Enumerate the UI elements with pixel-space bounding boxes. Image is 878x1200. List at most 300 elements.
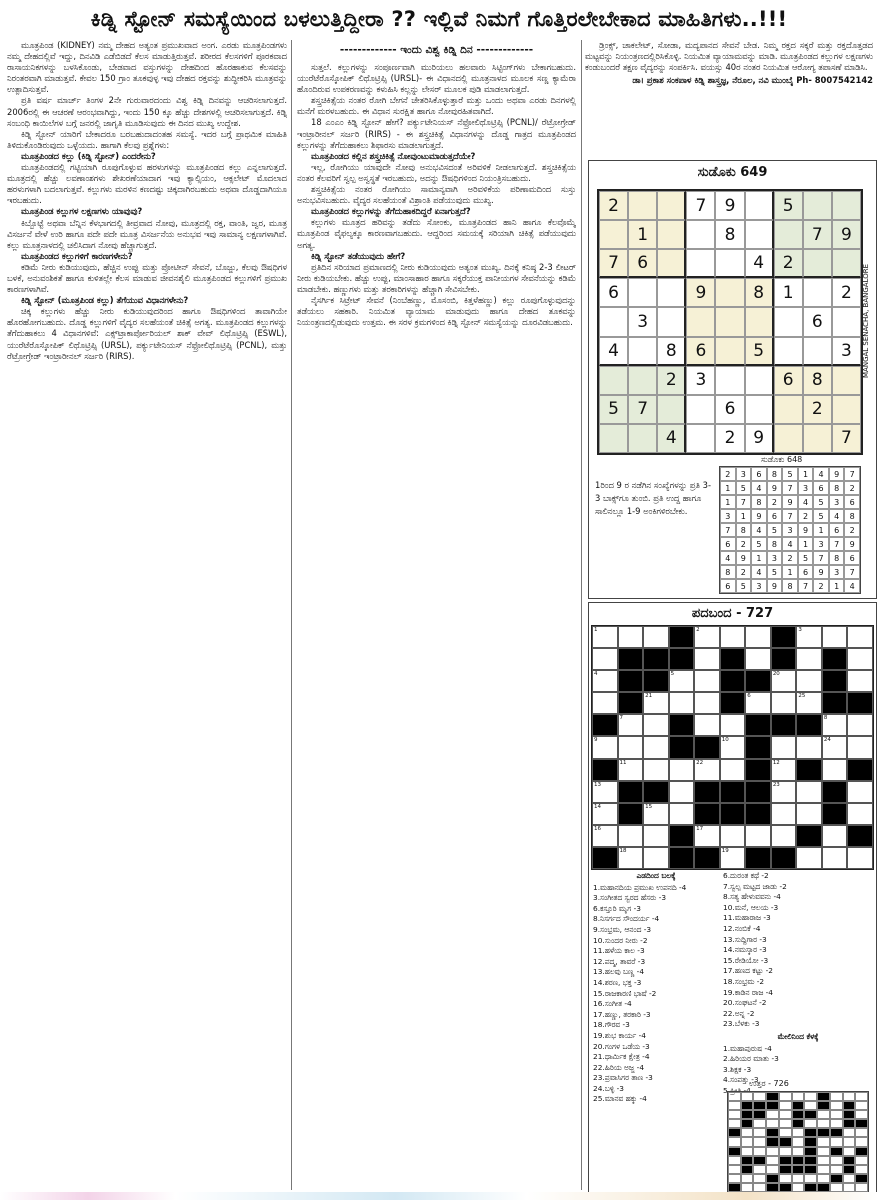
crossword-cell (822, 714, 848, 736)
sudoku-solution-cell: 9 (829, 467, 845, 481)
crossword-block (822, 670, 848, 692)
clue-continued: 18.ಸಂಭ್ರಮ -2 (723, 976, 765, 986)
crossword-answer-cell (753, 1128, 766, 1137)
crossword-cell (592, 803, 618, 825)
crossword-answer-cell (779, 1101, 792, 1110)
sudoku-cell (745, 395, 774, 424)
crossword-block (618, 670, 644, 692)
crossword-cell (745, 692, 771, 714)
sudoku-cell (715, 307, 744, 336)
crossword-answer-cell (728, 1092, 741, 1101)
sudoku-solution-cell: 3 (798, 481, 814, 495)
crossword-cell (796, 803, 822, 825)
sudoku-solution-cell: 7 (798, 579, 814, 593)
sudoku-cell (657, 191, 686, 220)
crossword-clue-number: 21 (645, 693, 653, 700)
sudoku-solution-cell: 4 (751, 565, 767, 579)
crossword-clue-number: 14 (594, 803, 601, 810)
sudoku-cell: 7 (803, 220, 832, 249)
crossword-cell (771, 781, 797, 803)
crossword-clue-number: 23 (772, 781, 780, 788)
clue-continued: 8.ಸತ್ಯ ಹೇಳುವವನು -4 (723, 892, 781, 902)
sudoku-solution-cell: 2 (736, 537, 752, 551)
sudoku-solution-cell: 7 (720, 523, 736, 537)
clue-continued: 10.ಮನೆ, ಆಲಯ -3 (723, 902, 779, 912)
sudoku-solution-cell: 3 (813, 537, 829, 551)
crossword-block (745, 736, 771, 758)
clue-continued: 20.ಸಂಘಟನೆ -2 (723, 998, 767, 1008)
sudoku-cell: 6 (599, 278, 628, 307)
crossword-block (669, 648, 695, 670)
crossword-answer-cell (843, 1174, 856, 1183)
crossword-block (669, 736, 695, 758)
sudoku-solution-cell: 3 (736, 467, 752, 481)
crossword-answer-cell (728, 1128, 741, 1137)
crossword-answer-cell (792, 1147, 805, 1156)
sudoku-cell: 7 (832, 424, 861, 453)
crossword-clue-number: 2 (696, 627, 700, 633)
crossword-cell (745, 648, 771, 670)
sudoku-solution-cell: 2 (844, 523, 860, 537)
sudoku-cell: 5 (774, 191, 803, 220)
crossword-answer-cell (855, 1110, 868, 1119)
crossword-answer-cell (817, 1137, 830, 1146)
crossword-answer-grid (727, 1091, 869, 1193)
crossword-cell (694, 648, 720, 670)
crossword-cell (643, 759, 669, 781)
crossword-cell (643, 736, 669, 758)
crossword-answer-cell (830, 1156, 843, 1165)
crossword-cell (618, 759, 644, 781)
crossword-block (694, 781, 720, 803)
clue-across: 8.ನಿಸರ್ಗದ ಸೌಂದರ್ಯ -4 (593, 914, 660, 924)
crossword-answer-cell (753, 1183, 766, 1192)
clue-across: 20.ಗಂಗಳ ಒಡೆಯ -3 (593, 1041, 650, 1051)
bottom-decoration (0, 1192, 878, 1200)
crossword-cell (618, 626, 644, 648)
sudoku-solution-cell: 1 (829, 579, 845, 593)
sudoku-cell: 7 (628, 395, 657, 424)
sudoku-solution-cell: 9 (751, 509, 767, 523)
sudoku-solution-cell: 1 (798, 467, 814, 481)
sudoku-cell: 9 (686, 278, 715, 307)
sudoku-cell (628, 191, 657, 220)
crossword-answer-cell (792, 1156, 805, 1165)
sudoku-solution-cell: 4 (720, 551, 736, 565)
clue-across: 19.ಶುಭ ಕಾರ್ಯ -4 (593, 1030, 646, 1040)
crossword-block (669, 626, 695, 648)
article-paragraph: ಪ್ರತಿ ವರ್ಷ ಮಾರ್ಚ್ ತಿಂಗಳ 2ನೇ ಗುರುವಾರದಂದು ವಿಶ್ವ ಕಿಡ್ನಿ ದಿನವನ್ನು ಆಚರಿಸಲಾಗುತ್ತದೆ. 2006ರಲ್ಲಿ ಈ ಆಚರಣೆ ಆರಂಭವಾಗಿದ್ದು, ಇಂದು 150 ಕ್ಕೂ ಹೆಚ್ಚು ದೇಶಗಳಲ್ಲಿ ಆಚರಿಸಲಾಗುತ್ತದೆ. ಕಿಡ್ನಿ ಸಂಬಂಧಿ ಕಾಯಿಲೆಗಳ ಬಗ್ಗೆ ಜನರಲ್ಲಿ ಜಾಗೃತಿ ಮೂಡಿಸುವುದು ಈ ದಿನದ ಮುಖ್ಯ ಉದ್ದೇಶ. (7, 95, 287, 128)
crossword-block (745, 803, 771, 825)
crossword-answer-cell (728, 1183, 741, 1192)
crossword-answer-cell (779, 1147, 792, 1156)
sudoku-cell (803, 191, 832, 220)
column-divider (581, 40, 582, 1190)
sudoku-solution-cell: 5 (813, 509, 829, 523)
sudoku-cell (599, 220, 628, 249)
sudoku-cell (715, 337, 744, 366)
crossword-block (745, 781, 771, 803)
sudoku-solution-cell: 9 (736, 551, 752, 565)
crossword-answer-cell (753, 1156, 766, 1165)
clues-right (723, 871, 873, 1096)
crossword-answer-cell (779, 1165, 792, 1174)
crossword-cell (771, 759, 797, 781)
crossword-answer-cell (779, 1183, 792, 1192)
clue-across: 3.ಸಂಗೀತದ ಸ್ವರದ ಹೆಸರು -3 (593, 893, 667, 903)
article-paragraph: ಸುತ್ತಲೆ. ಕಲ್ಲುಗಳನ್ನು ಸಂಪೂರ್ಣವಾಗಿ ಮುರಿಯಲು ಹಲವಾರು ಸಿಟ್ಟಿಂಗ್‌ಗಳು ಬೇಕಾಗಬಹುದು. ಯುರೆಟೆರೊಸ್ಕೋಪಿಕ್ ಲಿಥೊಟ್ರಿಪ್ಸಿ (URSL)- ಈ ವಿಧಾನದಲ್ಲಿ ಮೂತ್ರನಾಳದ ಮೂಲಕ ಸಣ್ಣ ಕ್ಯಾಮೆರಾ ಹೊಂದಿರುವ ಉಪಕರಣವನ್ನು ಕಳುಹಿಸಿ ಕಲ್ಲನ್ನು ಲೇಸರ್ ಮೂಲಕ ಪುಡಿ ಮಾಡಲಾಗುತ್ತದೆ. (297, 62, 576, 95)
crossword-answer-cell (766, 1147, 779, 1156)
crossword-cell (694, 692, 720, 714)
crossword-cell (643, 692, 669, 714)
crossword-answer-cell (753, 1101, 766, 1110)
sudoku-solution-cell: 5 (767, 565, 783, 579)
crossword-answer-cell (741, 1137, 754, 1146)
crossword-clue-number: 6 (747, 693, 751, 700)
crossword-block (592, 759, 618, 781)
crossword-cell (822, 759, 848, 781)
sudoku-cell: 6 (628, 249, 657, 278)
clue-continued: 11.ಮಹಾರಾಜ -3 (723, 913, 771, 923)
sudoku-solution-cell: 6 (767, 509, 783, 523)
crossword-answer-cell (804, 1110, 817, 1119)
crossword-answer-cell (753, 1092, 766, 1101)
sudoku-cell (832, 191, 861, 220)
crossword-block (618, 648, 644, 670)
sudoku-box (588, 160, 877, 599)
sudoku-cell (599, 307, 628, 336)
sudoku-cell: 7 (599, 249, 628, 278)
crossword-clue-number: 7 (619, 715, 624, 722)
sudoku-solution-grid (719, 466, 861, 594)
crossword-block (592, 847, 618, 869)
article-paragraph: ಶಸ್ತ್ರಚಿಕಿತ್ಸೆಯ ನಂತರ ರೋಗಿ ಬೇಗನೆ ಚೇತರಿಸಿಕೊಳ್ಳುತ್ತಾರೆ ಮತ್ತು ಒಂದು ಅಥವಾ ಎರಡು ದಿನಗಳಲ್ಲಿ ಮನೆಗೆ ಮರಳಬಹುದು. ಈ ವಿಧಾನ ಸುರಕ್ಷಿತ ಹಾಗೂ ನೋವುರಹಿತವಾಗಿದೆ. (297, 95, 576, 117)
crossword-block (618, 803, 644, 825)
crossword-answer-cell (804, 1174, 817, 1183)
sudoku-cell (657, 249, 686, 278)
crossword-block (720, 670, 746, 692)
clue-across: 13.ಹಲವು ಬಣ್ಣ -4 (593, 967, 645, 977)
clue-continued: 15.ರೇಡಿಯೋ -3 (723, 955, 769, 965)
crossword-cell (771, 670, 797, 692)
sudoku-solution-cell: 6 (844, 551, 860, 565)
crossword-answer-cell (804, 1128, 817, 1137)
sudoku-cell: 2 (657, 366, 686, 395)
crossword-cell (796, 781, 822, 803)
sudoku-solution-cell: 9 (813, 565, 829, 579)
crossword-answer-cell (728, 1165, 741, 1174)
crossword-cell (643, 825, 669, 847)
sudoku-cell (803, 278, 832, 307)
crossword-clue-number: 4 (594, 671, 598, 678)
crossword-cell (669, 692, 695, 714)
crossword-block (847, 825, 873, 847)
crossword-answer-cell (792, 1101, 805, 1110)
crossword-block (694, 847, 720, 869)
sudoku-solution-title: ಸುಡೊಕು 648 (761, 455, 803, 464)
crossword-answer-cell (830, 1183, 843, 1192)
clue-continued: 17.ಹಣದ ಕಟ್ಟು -2 (723, 966, 773, 976)
crossword-answer-cell (728, 1110, 741, 1119)
crossword-answer-cell (753, 1110, 766, 1119)
crossword-block (669, 847, 695, 869)
sudoku-solution-cell: 1 (720, 481, 736, 495)
crossword-grid (591, 625, 874, 870)
crossword-answer-cell (855, 1165, 868, 1174)
crossword-cell (643, 803, 669, 825)
crossword-answer-cell (855, 1137, 868, 1146)
crossword-answer-cell (817, 1174, 830, 1183)
sudoku-solution-cell: 9 (798, 523, 814, 537)
crossword-cell (796, 692, 822, 714)
clue-across: 1.ಮಹಾನದಿಯ ಪ್ರಮುಖ ಉಪನದಿ -4 (593, 882, 687, 892)
crossword-cell (643, 626, 669, 648)
sudoku-cell (657, 220, 686, 249)
crossword-answer-cell (804, 1101, 817, 1110)
crossword-answer-cell (843, 1110, 856, 1119)
crossword-answer-cell (728, 1156, 741, 1165)
sudoku-cell (803, 249, 832, 278)
crossword-answer-cell (753, 1137, 766, 1146)
sudoku-solution-cell: 5 (736, 481, 752, 495)
crossword-answer-cell (741, 1119, 754, 1128)
sudoku-cell (715, 278, 744, 307)
crossword-answer-cell (817, 1156, 830, 1165)
article-column-3 (585, 40, 873, 152)
crossword-answer-cell (855, 1156, 868, 1165)
sudoku-cell: 3 (628, 307, 657, 336)
crossword-cell (618, 714, 644, 736)
clue-down: 1.ಮಹಾಪುರುಷ -4 (723, 1043, 772, 1053)
crossword-answer-cell (843, 1101, 856, 1110)
sudoku-solution-cell: 6 (720, 537, 736, 551)
article-paragraph: ನೈಸರ್ಗಿಕ ಸಿಟ್ರೇಟ್ ಸೇವನೆ (ನಿಂಬೆಹಣ್ಣು, ಮೊಸಂಬಿ, ಕಿತ್ತಳೆಹಣ್ಣು) ಕಲ್ಲು ರೂಪುಗೊಳ್ಳುವುದನ್ನು ತಡೆಯಲು ಸಹಕಾರಿ. ನಿಯಮಿತ ವ್ಯಾಯಾಮ ಮಾಡುವುದು ಹಾಗೂ ದೇಹದ ತೂಕವನ್ನು ನಿಯಂತ್ರಣದಲ್ಲಿಡುವುದು ಉತ್ತಮ. ಈ ಸರಳ ಕ್ರಮಗಳಿಂದ ಕಿಡ್ನಿ ಸ್ಟೋನ್ ಸಮಸ್ಯೆಯನ್ನು ದೂರವಿಡಬಹುದು. (297, 294, 576, 328)
sudoku-cell (628, 424, 657, 453)
sudoku-cell (686, 249, 715, 278)
crossword-answer-cell (779, 1174, 792, 1183)
clue-across: 18.ಗೌರವ -3 (593, 1020, 630, 1030)
clues-across-heading: ಎಡದಿಂದ ಬಲಕ್ಕೆ (636, 871, 676, 880)
crossword-cell (592, 781, 618, 803)
crossword-block (745, 714, 771, 736)
clues-across (593, 871, 719, 1105)
sudoku-cell (599, 366, 628, 395)
sudoku-cell: 2 (774, 249, 803, 278)
crossword-answer-cell (766, 1119, 779, 1128)
crossword-answer-cell (766, 1101, 779, 1110)
article-paragraph: ಕಡಿಮೆ ನೀರು ಕುಡಿಯುವುದು, ಹೆಚ್ಚಿನ ಉಪ್ಪು ಮತ್ತು ಪ್ರೋಟೀನ್ ಸೇವನೆ, ಬೊಜ್ಜು, ಕೆಲವು ಔಷಧಿಗಳ ಬಳಕೆ, ಅನುವಂಶಿಕತೆ ಹಾಗೂ ಕುಳಿತಲ್ಲೇ ಕೆಲಸ ಮಾಡುವ ಜೀವನಶೈಲಿ ಮೂತ್ರಪಿಂಡದ ಕಲ್ಲುಗಳಿಗೆ ಪ್ರಮುಖ ಕಾರಣಗಳಾಗಿವೆ. (7, 261, 287, 295)
crossword-answer-cell (855, 1101, 868, 1110)
clue-across: 21.ಧಾರ್ಮಿಕ ಕ್ಷೇತ್ರ -4 (593, 1052, 650, 1062)
crossword-answer-cell (766, 1174, 779, 1183)
crossword-block (771, 847, 797, 869)
crossword-answer-cell (817, 1147, 830, 1156)
sudoku-cell: 3 (832, 337, 861, 366)
sudoku-cell (745, 307, 774, 336)
crossword-cell (720, 736, 746, 758)
sudoku-cell (745, 366, 774, 395)
crossword-answer-title: ಉತ್ತರ - 726 (749, 1079, 789, 1088)
clue-across: 22.ಹಿರಿಯ ಅಜ್ಜ -4 (593, 1062, 645, 1072)
sudoku-cell: 4 (745, 249, 774, 278)
crossword-answer-cell (804, 1183, 817, 1192)
sudoku-solution-cell: 6 (844, 495, 860, 509)
crossword-answer-cell (779, 1137, 792, 1146)
crossword-cell (796, 847, 822, 869)
crossword-answer-cell (792, 1174, 805, 1183)
sudoku-solution-cell: 9 (767, 579, 783, 593)
sudoku-solution-cell: 6 (829, 523, 845, 537)
crossword-answer-cell (766, 1110, 779, 1119)
clue-across: 9.ಸಂಭ್ರಮ, ಆನಂದ -3 (593, 924, 652, 934)
sudoku-solution-cell: 6 (813, 481, 829, 495)
crossword-answer-cell (741, 1128, 754, 1137)
sudoku-solution-cell: 5 (751, 537, 767, 551)
crossword-answer-cell (753, 1165, 766, 1174)
sudoku-solution-cell: 2 (767, 495, 783, 509)
crossword-answer-cell (804, 1156, 817, 1165)
crossword-block (822, 692, 848, 714)
crossword-answer-cell (843, 1119, 856, 1128)
crossword-block (822, 781, 848, 803)
clue-continued: 14.ನಮಸ್ಕಾರ -3 (723, 945, 767, 955)
sudoku-solution-cell: 4 (813, 467, 829, 481)
sudoku-cell (803, 337, 832, 366)
sudoku-cell (832, 366, 861, 395)
crossword-answer-cell (779, 1119, 792, 1128)
sudoku-cell (628, 278, 657, 307)
sudoku-cell: 2 (599, 191, 628, 220)
sudoku-solution-cell: 8 (720, 565, 736, 579)
crossword-clue-number: 13 (594, 781, 601, 788)
sudoku-cell (628, 337, 657, 366)
crossword-cell (694, 670, 720, 692)
sudoku-solution-cell: 7 (736, 495, 752, 509)
crossword-cell (643, 714, 669, 736)
crossword-cell (847, 803, 873, 825)
crossword-cell (822, 736, 848, 758)
sudoku-solution-cell: 2 (736, 565, 752, 579)
crossword-answer-cell (830, 1174, 843, 1183)
sudoku-solution-cell: 5 (767, 523, 783, 537)
sudoku-cell: 2 (715, 424, 744, 453)
crossword-answer-cell (830, 1128, 843, 1137)
sudoku-solution-cell: 8 (767, 467, 783, 481)
crossword-answer-cell (792, 1110, 805, 1119)
sudoku-solution-cell: 3 (720, 509, 736, 523)
crossword-answer-cell (843, 1128, 856, 1137)
crossword-answer-cell (741, 1183, 754, 1192)
article-paragraph: ಮೂತ್ರಪಿಂಡ ಕಲ್ಲುಗಳ ಲಕ್ಷಣಗಳು ಯಾವುವು? (21, 206, 143, 217)
crossword-box (588, 602, 877, 1198)
crossword-cell (592, 692, 618, 714)
article-paragraph: ಚಿಕ್ಕ ಕಲ್ಲುಗಳು ಹೆಚ್ಚು ನೀರು ಕುಡಿಯುವುದರಿಂದ ಹಾಗೂ ಔಷಧಿಗಳಿಂದ ತಾವಾಗಿಯೇ ಹೊರಹೋಗಬಹುದು. ದೊಡ್ಡ ಕಲ್ಲುಗಳಿಗೆ ವೈದ್ಯರ ಸಲಹೆಯಂತೆ ಚಿಕಿತ್ಸೆ ಅಗತ್ಯ. ಮೂತ್ರಪಿಂಡದ ಕಲ್ಲುಗಳನ್ನು ತೆಗೆದುಹಾಕಲು 4 ವಿಧಾನಗಳಿವೆ: ಎಕ್ಸ್‌ಟ್ರಾಕಾರ್ಪೋರಿಯಲ್ ಶಾಕ್ ವೇವ್ ಲಿಥೊಟ್ರಿಪ್ಸಿ (ESWL), ಯುರೆಟೆರೊಸ್ಕೋಪಿಕ್ ಲಿಥೊಟ್ರಿಪ್ಸಿ (URSL), ಪರ್ಕ್ಯುಟೇನಿಯಸ್ ನೆಫ್ರೋಲಿಥೊಟ್ರಿಪ್ಸಿ (PCNL), ಮತ್ತು ರೆಟ್ರೋಗ್ರೇಡ್ ಇಂಟ್ರಾರೀನಲ್ ಸರ್ಜರಿ (RIRS). (7, 306, 287, 361)
crossword-cell (745, 825, 771, 847)
crossword-cell (771, 736, 797, 758)
sudoku-cell: 1 (774, 278, 803, 307)
sudoku-cell (803, 424, 832, 453)
crossword-answer-cell (741, 1165, 754, 1174)
sudoku-cell (774, 424, 803, 453)
sudoku-cell (745, 191, 774, 220)
clue-across: 6.ಕಸ್ತೂರಿ ಮೃಗ -3 (593, 903, 641, 913)
sudoku-solution-cell: 3 (829, 495, 845, 509)
sudoku-solution-cell: 8 (782, 579, 798, 593)
article-paragraph: ಕಿಬ್ಬೊಟ್ಟೆ ಅಥವಾ ಬೆನ್ನಿನ ಕೆಳಭಾಗದಲ್ಲಿ ತೀವ್ರವಾದ ನೋವು, ಮೂತ್ರದಲ್ಲಿ ರಕ್ತ, ವಾಂತಿ, ಜ್ವರ, ಮೂತ್ರ ವಿಸರ್ಜನೆ ವೇಳೆ ಉರಿ ಹಾಗೂ ಪದೇ ಪದೇ ಮೂತ್ರ ವಿಸರ್ಜನೆಯ ಅನುಭವ ಇವು ಸಾಮಾನ್ಯ ಲಕ್ಷಣಗಳಾಗಿವೆ. ಕಲ್ಲು ಮೂತ್ರನಾಳದಲ್ಲಿ ಚಲಿಸಿದಾಗ ನೋವು ಹೆಚ್ಚಾಗುತ್ತದೆ. (7, 217, 287, 250)
article-column-1 (7, 40, 287, 1190)
sudoku-solution-cell: 1 (813, 523, 829, 537)
crossword-clue-number: 25 (798, 693, 806, 700)
sudoku-solution-cell: 7 (829, 537, 845, 551)
sudoku-credit: MANGAL SENACHA, BANGALORE (862, 263, 870, 379)
sudoku-solution-cell: 7 (782, 481, 798, 495)
crossword-answer-cell (728, 1101, 741, 1110)
crossword-block (694, 803, 720, 825)
sudoku-solution-cell: 5 (782, 467, 798, 481)
crossword-answer-cell (843, 1183, 856, 1192)
sudoku-solution-cell: 5 (736, 579, 752, 593)
crossword-answer-cell (741, 1174, 754, 1183)
sudoku-solution-cell: 1 (782, 565, 798, 579)
crossword-answer-cell (855, 1128, 868, 1137)
crossword-answer-cell (766, 1137, 779, 1146)
sudoku-cell (686, 424, 715, 453)
sudoku-cell: 4 (657, 424, 686, 453)
crossword-clue-number: 15 (645, 803, 653, 810)
clue-across: 16.ಸಂಗೀತ -4 (593, 999, 632, 1009)
crossword-title: ಪದಬಂದ - 727 (691, 606, 774, 621)
crossword-clue-number: 5 (670, 671, 675, 678)
sudoku-solution-cell: 6 (798, 565, 814, 579)
crossword-answer-cell (830, 1165, 843, 1174)
sudoku-cell: 8 (745, 278, 774, 307)
article-column-2 (297, 62, 576, 1190)
sudoku-solution-cell: 9 (844, 537, 860, 551)
crossword-answer-cell (728, 1174, 741, 1183)
sudoku-cell (686, 220, 715, 249)
sudoku-solution-cell: 6 (720, 579, 736, 593)
crossword-answer-cell (792, 1137, 805, 1146)
crossword-answer-cell (855, 1174, 868, 1183)
crossword-clue-number: 24 (823, 737, 831, 744)
crossword-answer-cell (741, 1110, 754, 1119)
crossword-block (669, 714, 695, 736)
crossword-cell (669, 781, 695, 803)
sudoku-title: ಸುಡೊಕು 649 (697, 165, 768, 180)
article-paragraph: ಮೂತ್ರಪಿಂಡದ ಕಲ್ಲು (ಕಿಡ್ನಿ ಸ್ಟೋನ್) ಎಂದರೇನು? (21, 150, 156, 161)
sudoku-solution-cell: 4 (751, 523, 767, 537)
article-paragraph: ಇಲ್ಲ, ರೋಗಿಯು ಯಾವುದೇ ನೋವು ಅನುಭವಿಸದಂತೆ ಅರಿವಳಿಕೆ ನೀಡಲಾಗುತ್ತದೆ. ಶಸ್ತ್ರಚಿಕಿತ್ಸೆಯ ನಂತರ ಕೆಲವರಿಗೆ ಸ್ವಲ್ಪ ಅಸ್ವಸ್ಥತೆ ಇರಬಹುದು, ಅದನ್ನು ಔಷಧಿಗಳಿಂದ ನಿಯಂತ್ರಿಸಬಹುದು. (297, 161, 576, 183)
crossword-block (847, 692, 873, 714)
crossword-answer-cell (830, 1092, 843, 1101)
sudoku-solution-cell: 1 (736, 509, 752, 523)
sudoku-cell: 4 (599, 337, 628, 366)
crossword-answer-cell (817, 1092, 830, 1101)
crossword-cell (771, 803, 797, 825)
sudoku-cell: 9 (832, 220, 861, 249)
sudoku-cell (657, 395, 686, 424)
crossword-cell (720, 847, 746, 869)
article-paragraph: ಮೂತ್ರಪಿಂಡದ ಕಲ್ಲುಗಳನ್ನು ತೆಗೆದುಹಾಕದಿದ್ದರೆ ಏನಾಗುತ್ತದೆ? (311, 206, 471, 217)
sudoku-cell: 2 (832, 278, 861, 307)
sudoku-solution-cell: 2 (798, 509, 814, 523)
sudoku-cell (774, 395, 803, 424)
sudoku-solution-cell: 4 (829, 509, 845, 523)
crossword-answer-cell (817, 1110, 830, 1119)
sudoku-solution-cell: 8 (751, 495, 767, 509)
crossword-answer-cell (779, 1110, 792, 1119)
crossword-answer-cell (753, 1174, 766, 1183)
